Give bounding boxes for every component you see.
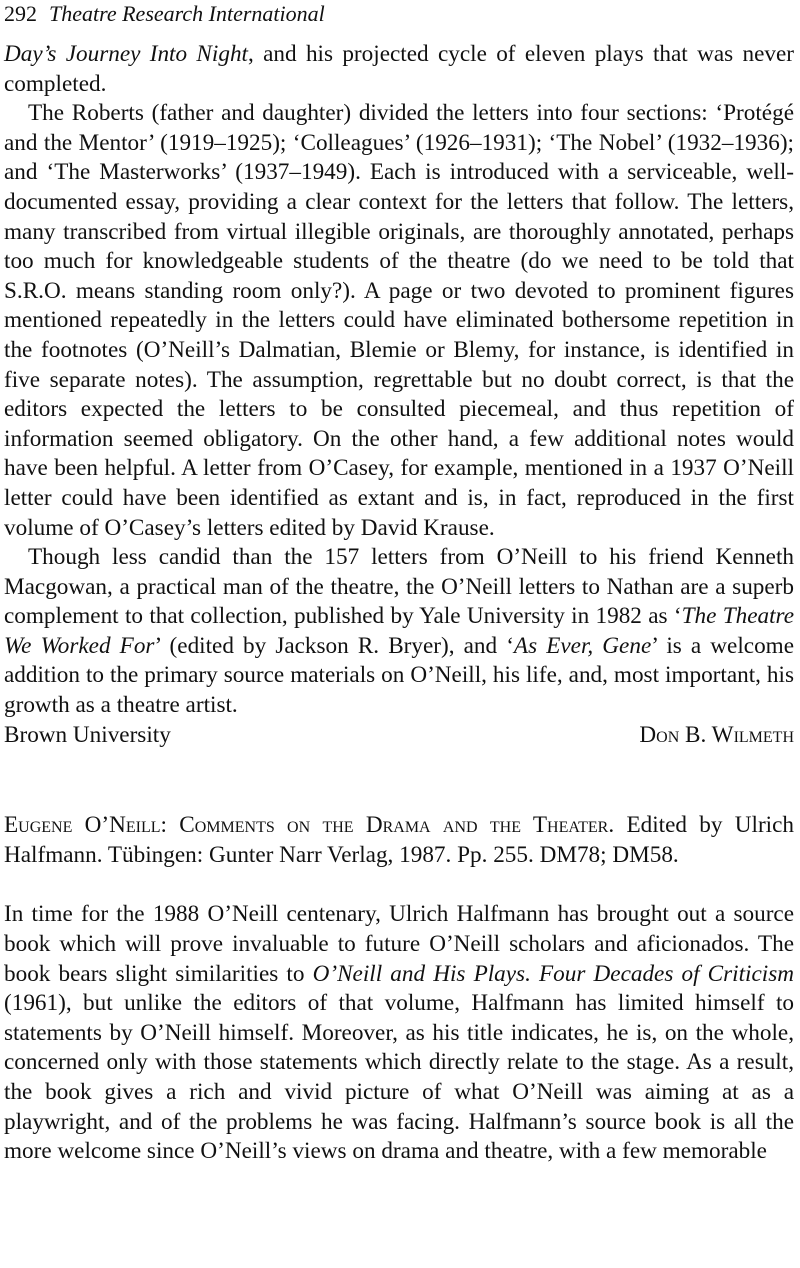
paragraph-text: ’ is a welcome addition to the primary source materials on O’Neill, his life, and, most important, his growth as a theatre artist. bbox=[4, 632, 794, 719]
play-title: Day’s Journey Into Night bbox=[4, 41, 248, 67]
review-one-paragraph-1: The Roberts (father and daughter) divided the letters into four sections: ‘Protégé and the Mentor’ (1919–1925); ‘Colleagues’ (1926–1931); ‘The Nobel’ (1932–1936); and ‘The Masterworks’ (1937–1949). Each is introduced with a serviceable, well-documented essay, providing a clear context for the letters that follow. The letters, many transcribed from virtual illegible originals, are thoroughly annotated, perhaps too much for knowledgeable students of the theatre (do we need to be told that S.R.O. means standing room only?). A page or two devoted to prominent figures mentioned repeatedly in the letters could have eliminated bothersome repetition in the footnotes (O’Neill’s Dalmatian, Blemie or Blemy, for instance, is identified in five separate notes). The assumption, regrettable but no doubt correct, is that the editors expected the letters to be consulted piecemeal, and thus repetition of information seemed obligatory. On the other hand, a few additional notes would have been helpful. A letter from O’Casey, for example, mentioned in a 1937 O’Neill letter could have been identified as extant and is, in fact, reproduced in the first volume of O’Casey’s letters edited by David Krause. bbox=[4, 100, 794, 541]
book-title: As Ever, Gene bbox=[513, 632, 652, 659]
paragraph-text: In time for the 1988 O’Neill centenary, Ulrich Halfmann has brought out a source book which will prove invaluable to future O’Neill scholars and aficionados. The book bears slight similarities to bbox=[4, 901, 794, 987]
review-signature bbox=[4, 721, 794, 751]
review-one-paragraph-2 bbox=[4, 543, 794, 721]
review-one bbox=[4, 40, 794, 721]
paragraph-text: Though less candid than the 157 letters from O’Neill to his friend Kenneth Macgowan, a practical man of the theatre, the O’Neill letters to Nathan are a superb complement to that collection, published by Yale University in 1982 as ‘ bbox=[4, 544, 794, 630]
reviewer-name: Don B. Wilmeth bbox=[639, 721, 794, 748]
book-title: O’Neill and His Plays. Four Decades of Criticism bbox=[312, 960, 794, 987]
review-two bbox=[4, 900, 794, 1166]
journal-title: Theatre Research International bbox=[49, 1, 325, 26]
running-header bbox=[4, 0, 794, 40]
paragraph-text: (1961), but unlike the editors of that volume, Halfmann has limited himself to statements by O’Neill himself. Moreover, as his title indicates, he is, on the whole, concerned only with those statements which directly relate to the stage. As a result, the book gives a rich and vivid picture of what O’Neill was aiming at as a playwright, and of the problems he was facing. Halfmann’s source book is all the more welcome since O’Neill’s views on drama and theatre, with a few memorable bbox=[4, 990, 794, 1165]
book-title: The Theatre We Worked For bbox=[4, 603, 794, 659]
review-two-heading bbox=[4, 811, 794, 870]
paragraph-text: , and his projected cycle of eleven plays that was never completed. bbox=[4, 41, 794, 97]
page-number: 292 bbox=[4, 1, 37, 26]
book-heading-details: Edited by Ulrich Halfmann. Tübingen: Gunter Narr Verlag, 1987. Pp. 255. DM78; DM58. bbox=[4, 812, 794, 868]
book-heading-title: Eugene O’Neill: Comments on the Drama and the Theater. bbox=[4, 812, 615, 839]
reviewer-affiliation: Brown University bbox=[4, 721, 171, 748]
review-one-paragraph-0 bbox=[4, 40, 794, 99]
paragraph-text: ’ (edited by Jackson R. Bryer), and ‘ bbox=[154, 632, 514, 659]
review-two-paragraph-1 bbox=[4, 900, 794, 1166]
